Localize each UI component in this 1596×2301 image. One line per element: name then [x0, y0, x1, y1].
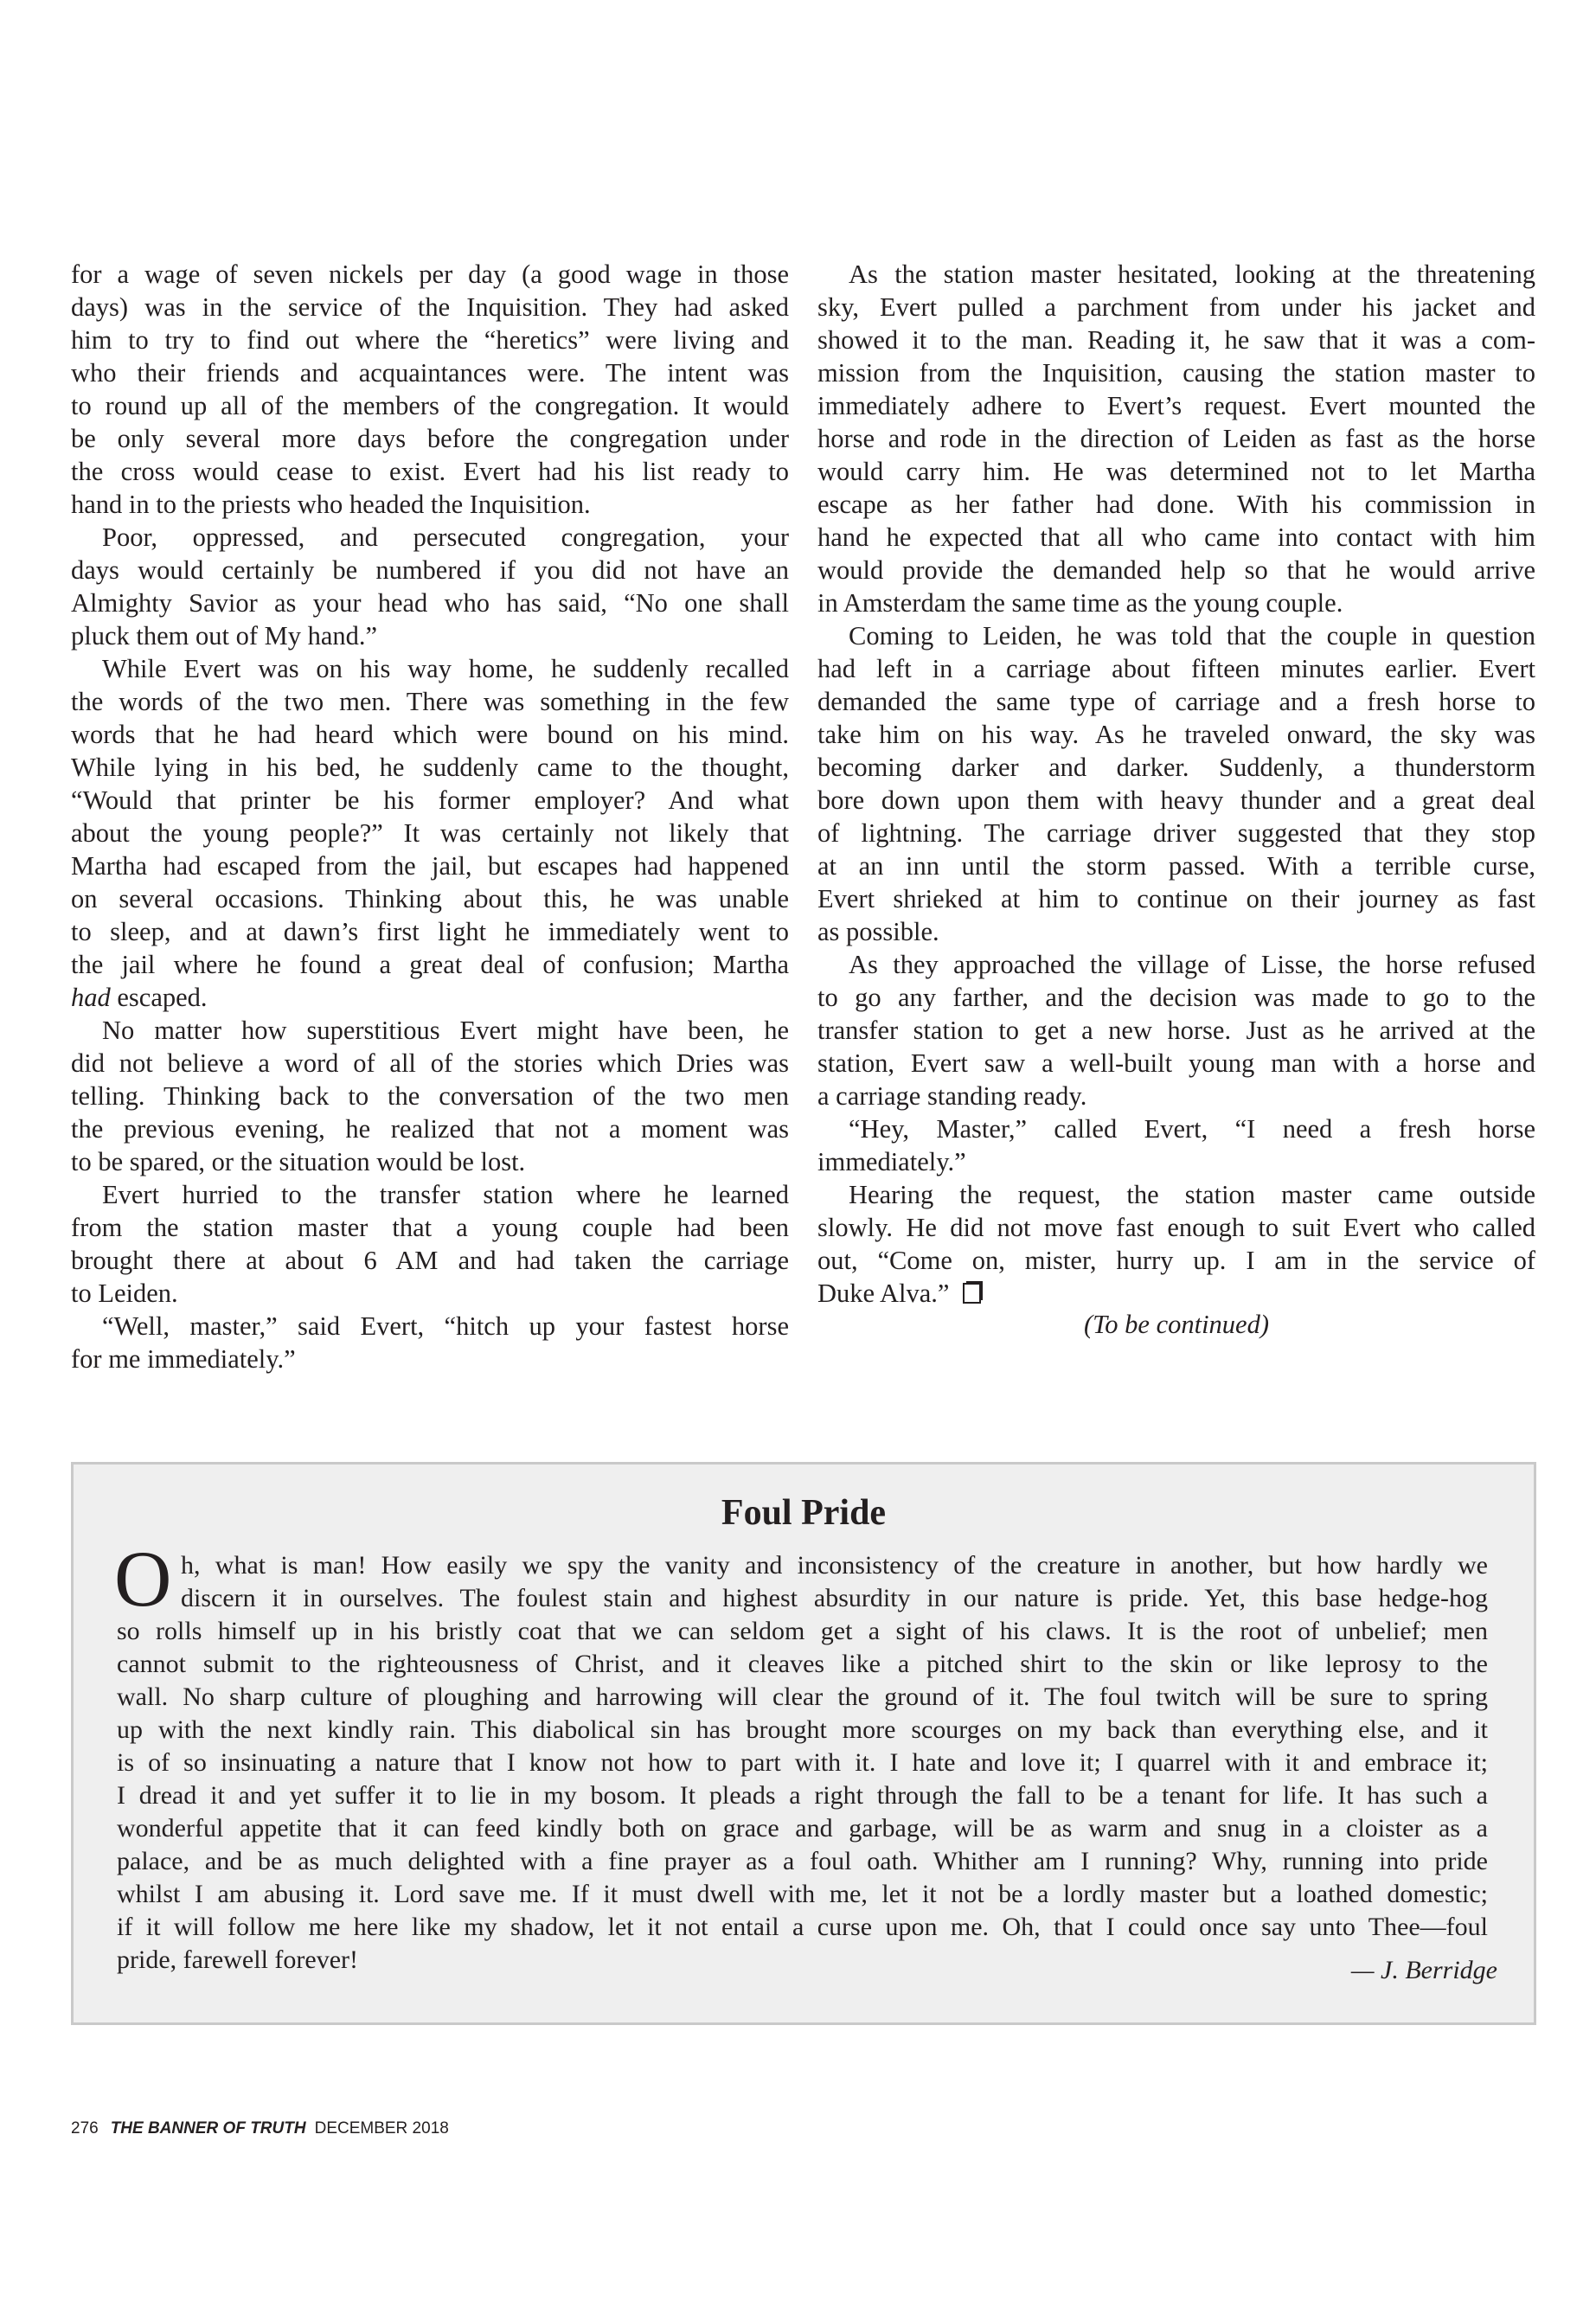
page-footer	[71, 2119, 449, 2138]
paragraph	[71, 1310, 789, 1375]
text-line: station, Evert saw a well-built young man with a horse and	[817, 1048, 1535, 1078]
paragraph	[817, 258, 1535, 619]
sidebar-text-line: cannot submit to the righteousness of Christ, and it cleaves like a pitched shirt to the skin or like leprosy to the	[117, 1650, 1488, 1678]
text-line: to round up all of the members of the congregation. It would	[71, 391, 789, 420]
sidebar-text-line: wonderful appetite that it can feed kindly both on grace and garbage, will be as warm and snug in a cloister as a	[117, 1814, 1488, 1843]
text-line: immediately.”	[817, 1147, 966, 1176]
text-line: slowly. He did not move fast enough to suit Evert who called	[817, 1213, 1535, 1242]
text-line: days) was in the service of the Inquisition. They had asked	[71, 292, 789, 322]
text-line: to go any farther, and the decision was made to go to the	[817, 983, 1535, 1012]
paragraph	[71, 1178, 789, 1310]
text-line: bore down upon them with heavy thunder and a great deal	[817, 785, 1535, 815]
text-line: days would certainly be numbered if you did not have an	[71, 555, 789, 585]
text-line: Evert shrieked at him to continue on their journey as fast	[817, 884, 1535, 913]
text-line: to be spared, or the situation would be lost.	[71, 1147, 526, 1176]
text-line: “Would that printer be his former employer? And what	[71, 785, 789, 815]
text-line: as possible.	[817, 917, 939, 946]
text-line: sky, Evert pulled a parchment from under his jacket and	[817, 292, 1535, 322]
text-line: becoming darker and darker. Suddenly, a thunderstorm	[817, 753, 1535, 782]
text-line: demanded the same type of carriage and a fresh horse to	[817, 687, 1535, 716]
text-line: would provide the demanded help so that he would arrive	[817, 555, 1535, 585]
sidebar-text-line: discern it in ourselves. The foulest stain and highest absurdity in our nature is pride. Yet, this base hedge-hog	[181, 1584, 1488, 1612]
text-line: showed it to the man. Reading it, he saw that it was a com-	[817, 325, 1535, 355]
text-line: about the young people?” It was certainly not likely that	[71, 818, 789, 848]
sidebar-text-line: I dread it and yet suffer it to lie in my bosom. It pleads a right through the fall to be a tenant for life. It has such a	[117, 1781, 1488, 1810]
text-line: Almighty Savior as your head who has said, “No one shall	[71, 588, 789, 618]
sidebar-text-line: pride, farewell forever!	[117, 1945, 358, 1974]
text-line: the words of the two men. There was something in the few	[71, 687, 789, 716]
sidebar-text-line: is of so insinuating a nature that I know not how to part with it. I hate and love it; I quarrel with it and embrace it;	[117, 1748, 1488, 1777]
text-line: at an inn until the storm passed. With a terrible curse,	[817, 851, 1535, 881]
sidebar-body	[117, 1549, 1488, 1977]
text-line: out, “Come on, mister, hurry up. I am in the service of	[817, 1246, 1535, 1275]
text-line: No matter how superstitious Evert might have been, he	[102, 1016, 789, 1045]
text-line: “Well, master,” said Evert, “hitch up your fastest horse	[102, 1311, 789, 1341]
text-line: Evert hurried to the transfer station where he learned	[102, 1180, 789, 1209]
text-line: As they approached the village of Lisse, the horse refused	[849, 950, 1535, 979]
paragraph	[817, 948, 1535, 1112]
text-line: had left in a carriage about fifteen minutes earlier. Evert	[817, 654, 1535, 683]
text-line: Poor, oppressed, and persecuted congregation, your	[102, 522, 789, 552]
to-be-continued: (To be continued)	[1083, 1310, 1270, 1339]
text-line: the jail where he found a great deal of confusion; Martha	[71, 950, 789, 979]
text-line: While Evert was on his way home, he suddenly recalled	[102, 654, 789, 683]
text-line: him to try to find out where the “heretics” were living and	[71, 325, 789, 355]
sidebar-attribution: — J. Berridge	[1350, 1956, 1497, 1984]
text-line: mission from the Inquisition, causing the station master to	[817, 358, 1535, 388]
sidebar-text-line: h, what is man! How easily we spy the vanity and inconsistency of the creature in another, but how hardly we	[181, 1551, 1488, 1580]
article-column-right	[817, 258, 1535, 1341]
text-line: brought there at about 6 AM and had taken the carriage	[71, 1246, 789, 1275]
sidebar-text-line: whilst I am abusing it. Lord save me. If it must dwell with me, let it not be a lordly master but a loathed domestic;	[117, 1880, 1488, 1908]
paragraph	[71, 652, 789, 1014]
paragraph	[71, 1014, 789, 1178]
text-line: hand he expected that all who came into contact with him	[817, 522, 1535, 552]
paragraph	[71, 521, 789, 652]
text-line: the previous evening, he realized that not a moment was	[71, 1114, 789, 1144]
text-line	[71, 981, 789, 1014]
italic-text: had	[71, 983, 111, 1012]
text-line: would carry him. He was determined not to let Martha	[817, 457, 1535, 486]
sidebar-text-line: palace, and be as much delighted with a fine prayer as a foul oath. Whither am I running? Why, running into pride	[117, 1847, 1488, 1875]
text-line: “Hey, Master,” called Evert, “I need a fresh horse	[849, 1114, 1535, 1144]
text-line: be only several more days before the congregation under	[71, 424, 789, 453]
text-line: transfer station to get a new horse. Just as he arrived at the	[817, 1016, 1535, 1045]
publication-name: THE BANNER OF TRUTH	[110, 2119, 306, 2138]
paragraph	[817, 619, 1535, 948]
sidebar-text-line: so rolls himself up in his bristly coat that we can seldom get a sight of his claws. It is the root of unbelief; men	[117, 1617, 1488, 1645]
text-line: pluck them out of My hand.”	[71, 621, 378, 651]
paragraph	[817, 1178, 1535, 1310]
sidebar-title: Foul Pride	[721, 1493, 887, 1533]
text-line: for me immediately.”	[71, 1344, 296, 1374]
text-line: horse and rode in the direction of Leiden as fast as the horse	[817, 424, 1535, 453]
text-line: telling. Thinking back to the conversation of the two men	[71, 1081, 789, 1111]
text-line: Hearing the request, the station master came outside	[849, 1180, 1535, 1209]
drop-cap: O	[114, 1535, 172, 1623]
text-line: hand in to the priests who headed the Inquisition.	[71, 490, 591, 519]
text: escaped.	[110, 983, 208, 1012]
text-line: Martha had escaped from the jail, but escapes had happened	[71, 851, 789, 881]
article-column-left	[71, 258, 789, 1375]
text-line: to Leiden.	[71, 1279, 178, 1308]
text-line: in Amsterdam the same time as the young couple.	[817, 588, 1343, 618]
sidebar-text-line: wall. No sharp culture of ploughing and harrowing will clear the ground of it. The foul twitch will be sure to spring	[117, 1682, 1488, 1711]
text-line: words that he had heard which were bound on his mind.	[71, 720, 789, 749]
page-number: 276	[71, 2119, 99, 2138]
sidebar-text-line: if it will follow me here like my shadow, let it not entail a curse upon me. Oh, that I could once say unto Thee—foul	[117, 1913, 1488, 1941]
text-line: Duke Alva.”	[817, 1277, 1535, 1310]
text-line: immediately adhere to Evert’s request. Evert mounted the	[817, 391, 1535, 420]
text-line: Coming to Leiden, he was told that the couple in question	[849, 621, 1535, 651]
text-line: of lightning. The carriage driver suggested that they stop	[817, 818, 1535, 848]
text-line: While lying in his bed, he suddenly came to the thought,	[71, 753, 789, 782]
text-line: on several occasions. Thinking about this, he was unable	[71, 884, 789, 913]
text-line: As the station master hesitated, looking at the threatening	[849, 260, 1535, 289]
text-line: for a wage of seven nickels per day (a good wage in those	[71, 260, 789, 289]
text-line: take him on his way. As he traveled onward, the sky was	[817, 720, 1535, 749]
paragraph	[71, 258, 789, 521]
text-line: the cross would cease to exist. Evert had his list ready to	[71, 457, 789, 486]
text-line: a carriage standing ready.	[817, 1081, 1087, 1111]
sidebar-text-line: up with the next kindly rain. This diabolical sin has brought more scourges on my back than everything else, and it	[117, 1715, 1488, 1744]
text-line: from the station master that a young couple had been	[71, 1213, 789, 1242]
text-line: did not believe a word of all of the stories which Dries was	[71, 1048, 789, 1078]
paragraph	[817, 1112, 1535, 1178]
end-of-article-box-icon	[963, 1283, 981, 1304]
text-line: escape as her father had done. With his commission in	[817, 490, 1535, 519]
text-line: to sleep, and at dawn’s first light he immediately went to	[71, 917, 789, 946]
foul-pride-sidebar-box	[71, 1462, 1536, 2025]
text-line: who their friends and acquaintances were. The intent was	[71, 358, 789, 388]
issue-date: DECEMBER 2018	[314, 2119, 449, 2138]
